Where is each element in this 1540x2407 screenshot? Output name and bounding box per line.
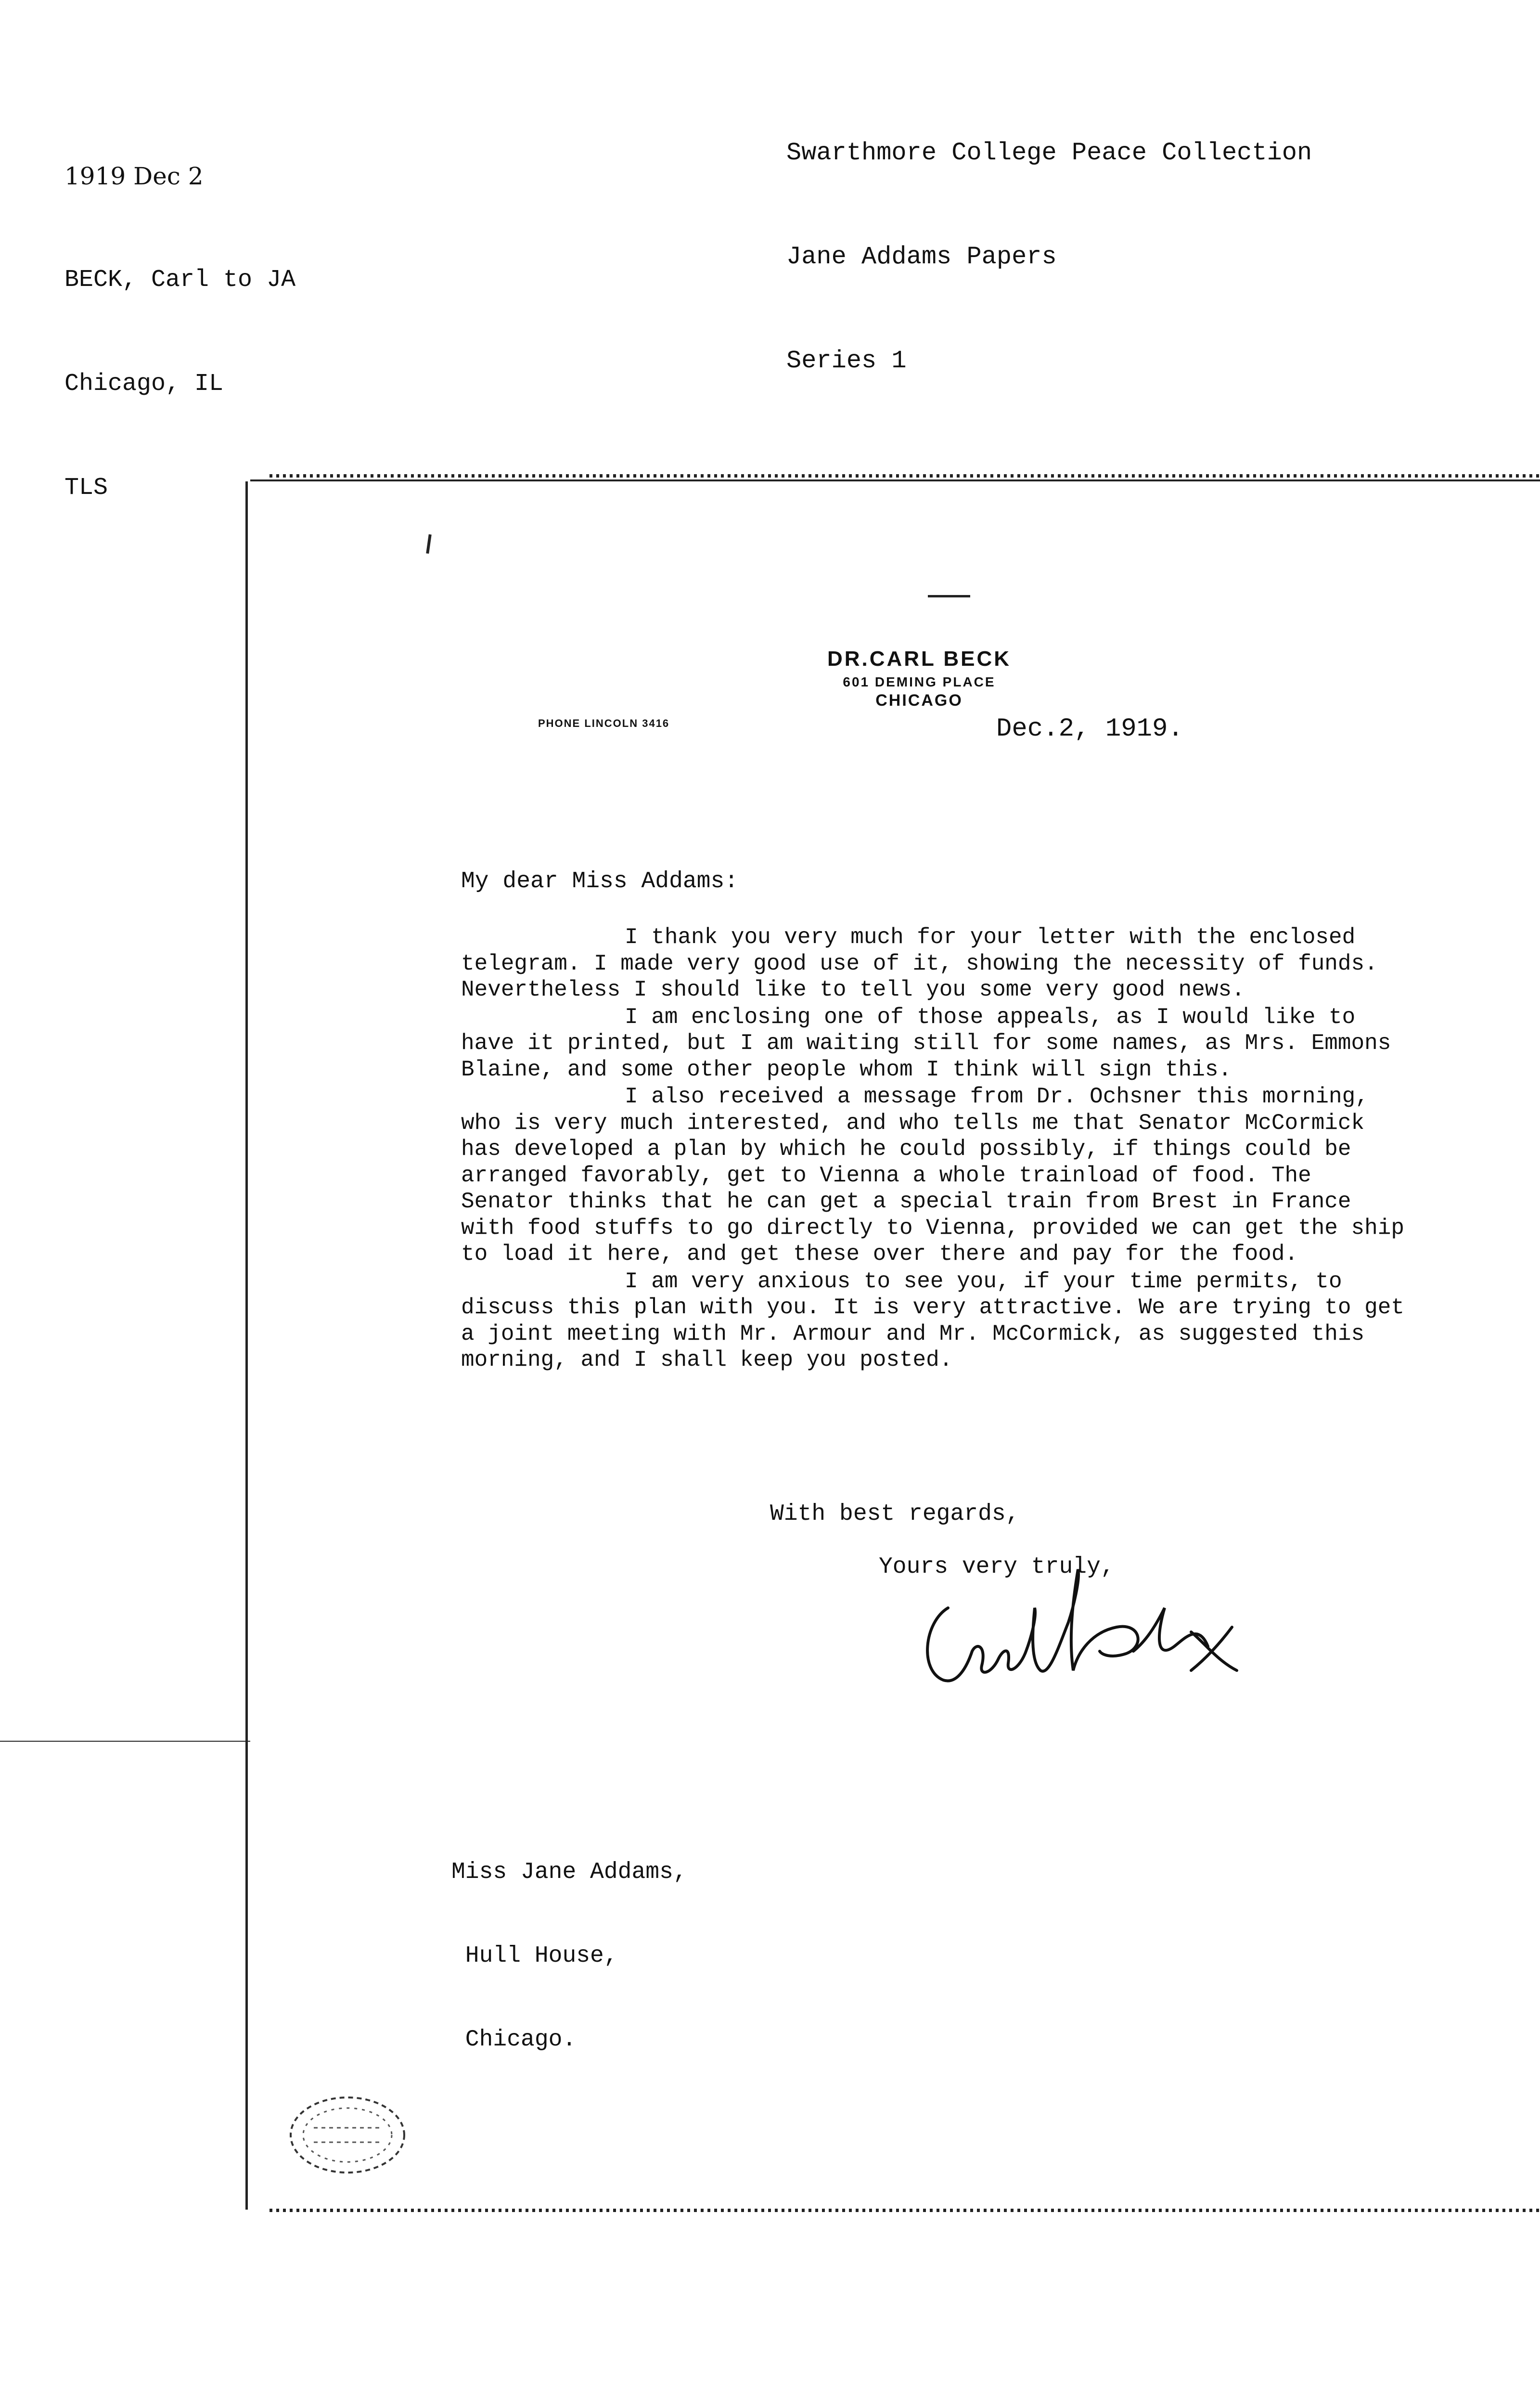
addressee-city: Chicago. — [451, 2027, 577, 2053]
letter-date: Dec.2, 1919. — [996, 714, 1183, 744]
page-top-edge — [270, 474, 1540, 478]
pencil-mark — [426, 534, 432, 554]
page-left-edge — [245, 481, 248, 2210]
addressee-street: Hull House, — [451, 1943, 618, 1969]
paragraph: I thank you very much for your letter with the enclosed telegram. I made very good use of it, showing the necessity of funds. Nevertheless I should like to tell you some very good news. — [461, 925, 1378, 1002]
addressee-block — [451, 1802, 687, 2082]
closing-regards: With best regards, — [770, 1501, 1020, 1527]
closing-valediction: Yours very truly, — [879, 1554, 1115, 1580]
collection-papers: Jane Addams Papers — [786, 243, 1057, 271]
oval-stamp — [285, 2089, 410, 2181]
page-top-line — [250, 479, 1540, 481]
dash-mark — [928, 595, 970, 597]
collection-metadata — [786, 66, 1312, 413]
salutation: My dear Miss Addams: — [461, 868, 739, 894]
collection-series: Series 1 — [786, 347, 907, 375]
signature — [914, 1550, 1261, 1704]
archive-type: TLS — [64, 474, 108, 502]
paragraph: I also received a message from Dr. Ochsner this morning, who is very much interested, and who tells me that Senator McCormick has developed a plan by which he could possibly, if things could be arranged favorably, get to Vienna a whole trainload of food. The Senator thinks that he can get a special train from Brest in France with food stuffs to go directly to Vienna, provided we can get the ship to load it here, and get these over there and pay for the food. — [461, 1084, 1404, 1267]
collection-name: Swarthmore College Peace Collection — [786, 139, 1312, 167]
letterhead — [674, 645, 1165, 710]
letterhead-address: 601 DEMING PLACE — [843, 674, 996, 689]
archive-correspondents: BECK, Carl to JA — [64, 266, 296, 294]
paragraph: I am very anxious to see you, if your time permits, to discuss this plan with you. It is very attractive. We are trying to get a joint meeting with Mr. Armour and Mr. McCormick, as suggested this morning, and I shall keep you posted. — [461, 1268, 1404, 1372]
archive-date: 1919 Dec 2 — [64, 162, 204, 190]
letterhead-phone: PHONE LINCOLN 3416 — [538, 717, 670, 729]
addressee-name: Miss Jane Addams, — [451, 1859, 687, 1885]
archive-place: Chicago, IL — [64, 370, 224, 398]
letter-body — [461, 924, 1404, 1374]
page-bottom-edge — [270, 2209, 1540, 2212]
archive-metadata — [64, 90, 295, 540]
letterhead-name: DR.CARL BECK — [827, 647, 1012, 671]
letterhead-city: CHICAGO — [875, 691, 963, 710]
paragraph: I am enclosing one of those appeals, as I would like to have it printed, but I am waiting still for some names, as Mrs. Emmons Blaine, and some other people whom I think will sign this. — [461, 1004, 1391, 1082]
page-fold-line — [0, 1741, 250, 1742]
